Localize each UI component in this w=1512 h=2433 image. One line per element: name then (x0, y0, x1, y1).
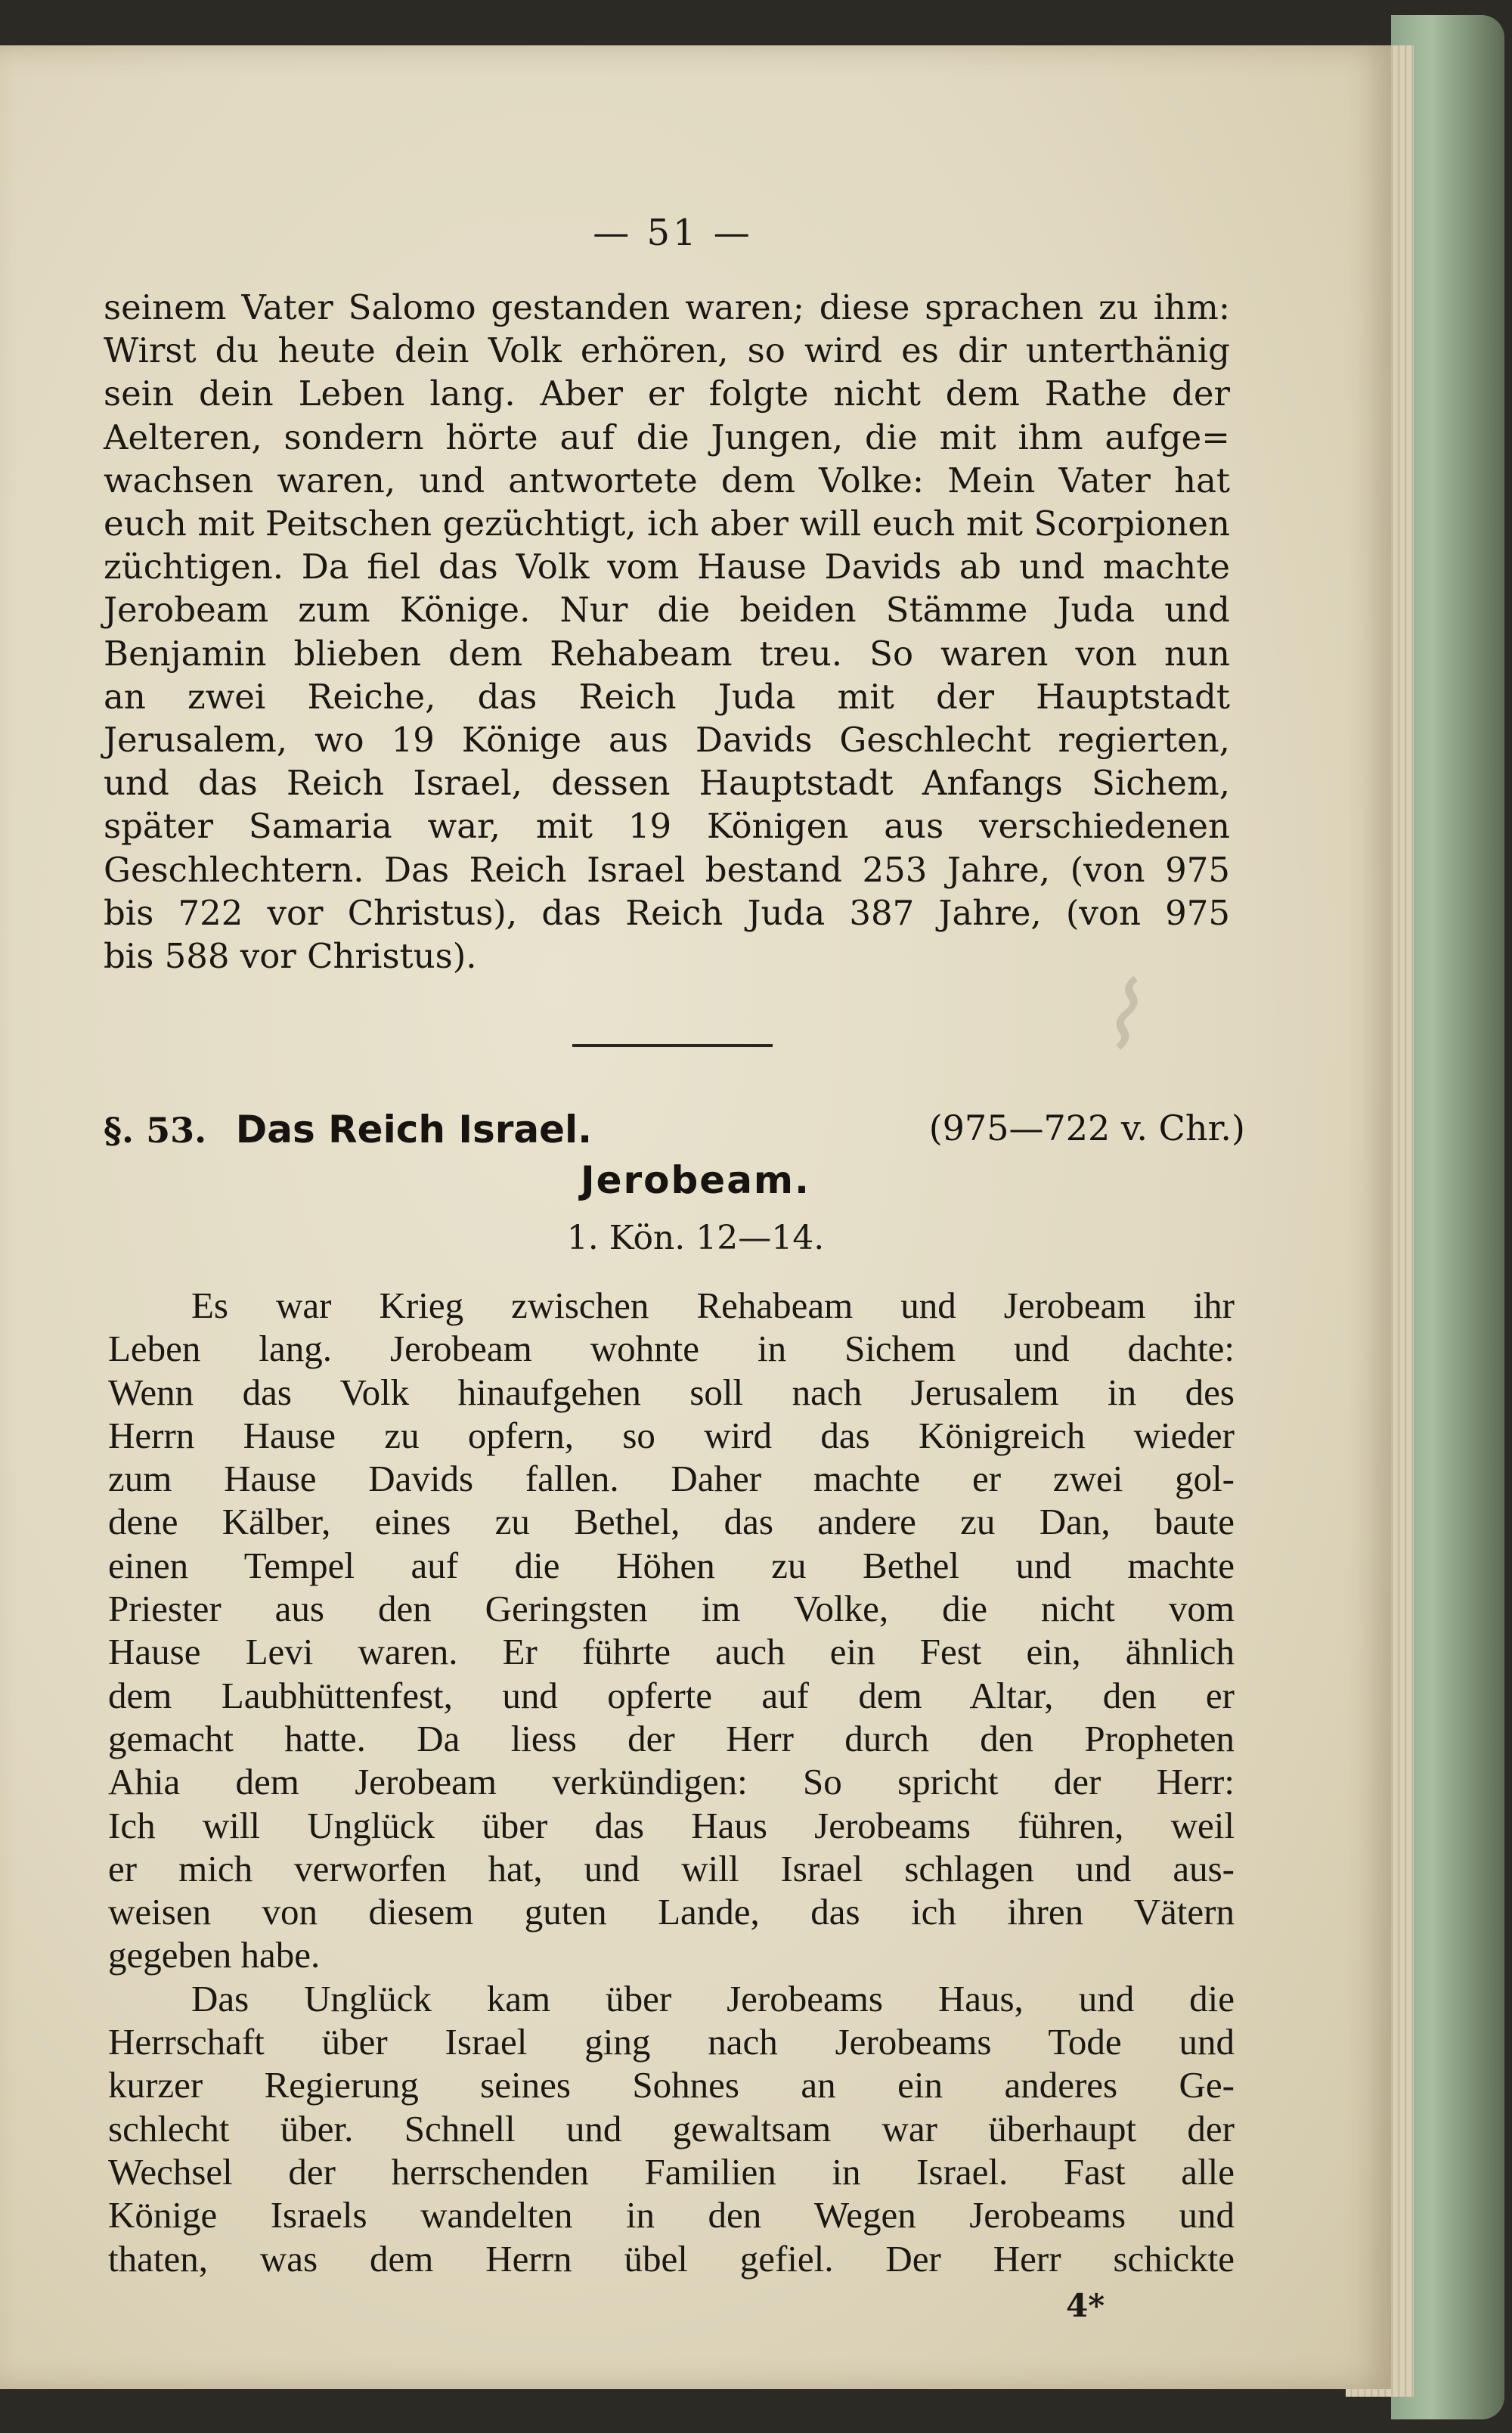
text-line: bis 722 vor Christus), das Reich Juda 387 Jahre, (von 975 (104, 892, 1230, 933)
text-line: sein dein Leben lang. Aber er folgte nicht dem Rathe der (104, 373, 1230, 414)
text-line: Herrn Hause zu opfern, so wird das Königreich wieder (108, 1414, 1235, 1456)
bible-reference: 1. Kön. 12—14. (566, 1219, 825, 1257)
text-line: Benjamin blieben dem Rehabeam treu. So waren von nun (104, 633, 1230, 674)
text-line: züchtigen. Da fiel das Volk vom Hause Davids ab und machte (104, 547, 1230, 587)
text-line: zum Hause Davids fallen. Daher machte er zwei gol- (108, 1458, 1235, 1500)
pencil-mark: ⌇ (1096, 964, 1141, 1069)
text-line: gemacht hatte. Da liess der Herr durch den Propheten (108, 1717, 1235, 1759)
text-line: er mich verworfen hat, und will Israel schlagen und aus- (108, 1847, 1235, 1889)
text-line: Könige Israels wandelten in den Wegen Jerobeams und (108, 2194, 1235, 2236)
text-line: Jerobeam zum Könige. Nur die beiden Stämme Juda und (104, 590, 1230, 631)
text-line: bis 588 vor Christus). (104, 936, 477, 977)
text-line: und das Reich Israel, dessen Hauptstadt Anfangs Sichem, (104, 763, 1230, 804)
text-line: Wenn das Volk hinaufgehen soll nach Jerusalem in des (108, 1371, 1235, 1413)
text-line: weisen von diesem guten Lande, das ich ihren Vätern (108, 1891, 1235, 1933)
text-line: Wirst du heute dein Volk erhören, so wird es dir unterthänig (104, 330, 1230, 371)
text-line: Aelteren, sondern hörte auf die Jungen, die mit ihm aufge= (104, 417, 1230, 457)
text-line: einen Tempel auf die Höhen zu Bethel und machte (108, 1544, 1235, 1586)
latin-paragraph (108, 1284, 1235, 2280)
signature-mark: 4* (1066, 2287, 1105, 2324)
text-line: Das Unglück kam über Jerobeams Haus, und die (191, 1977, 1235, 2019)
page-number: — 51 — (593, 212, 753, 254)
text-line: Priester aus den Geringsten im Volke, die nicht vom (108, 1588, 1235, 1630)
text-line: Leben lang. Jerobeam wohnte in Sichem und dachte: (108, 1328, 1235, 1370)
text-line: später Samaria war, mit 19 Königen aus verschiedenen (104, 806, 1230, 847)
text-line: an zwei Reiche, das Reich Juda mit der Hauptstadt (104, 676, 1230, 717)
text-line: schlecht über. Schnell und gewaltsam war überhaupt der (108, 2107, 1235, 2149)
text-line: gegeben habe. (108, 1934, 321, 1976)
section-heading (104, 1108, 1245, 1151)
text-line: Ahia dem Jerobeam verkündigen: So spricht der Herr: (108, 1761, 1235, 1803)
text-line: wachsen waren, und antwortete dem Volke: Mein Vater hat (104, 460, 1230, 501)
text-line: Geschlechtern. Das Reich Israel bestand 253 Jahre, (von 975 (104, 849, 1230, 890)
section-subtitle: Jerobeam. (580, 1158, 811, 1202)
text-line: dene Kälber, eines zu Bethel, das andere zu Dan, baute (108, 1501, 1235, 1543)
text-line: Jerusalem, wo 19 Könige aus Davids Geschlecht regierten, (104, 720, 1230, 761)
text-line: Wechsel der herrschenden Familien in Israel. Fast alle (108, 2150, 1235, 2193)
text-line: Herrschaft über Israel ging nach Jerobeams Tode und (108, 2021, 1235, 2063)
text-line: Ich will Unglück über das Haus Jerobeams führen, weil (108, 1804, 1235, 1846)
text-line: thaten, was dem Herrn übel gefiel. Der Herr schickte (108, 2237, 1235, 2280)
text-line: Es war Krieg zwischen Rehabeam und Jerobeam ihr (191, 1285, 1235, 1326)
text-line: euch mit Peitschen gezüchtigt, ich aber will euch mit Scorpionen (104, 504, 1230, 544)
text-line: seinem Vater Salomo gestanden waren; diese sprachen zu ihm: (104, 287, 1230, 327)
section-title: Das Reich Israel. (235, 1108, 593, 1151)
section-dates: (975—722 v. Chr.) (928, 1108, 1245, 1148)
book-page (0, 45, 1391, 2389)
text-line: kurzer Regierung seines Sohnes an ein anderes Ge- (108, 2064, 1235, 2106)
text-line: Hause Levi waren. Er führte auch ein Fest ein, ähnlich (108, 1631, 1235, 1673)
text-line: dem Laubhüttenfest, und opferte auf dem Altar, den er (108, 1674, 1235, 1716)
section-divider (572, 1044, 773, 1047)
section-number: §. 53. (104, 1110, 207, 1151)
fraktur-paragraph (104, 286, 1230, 978)
